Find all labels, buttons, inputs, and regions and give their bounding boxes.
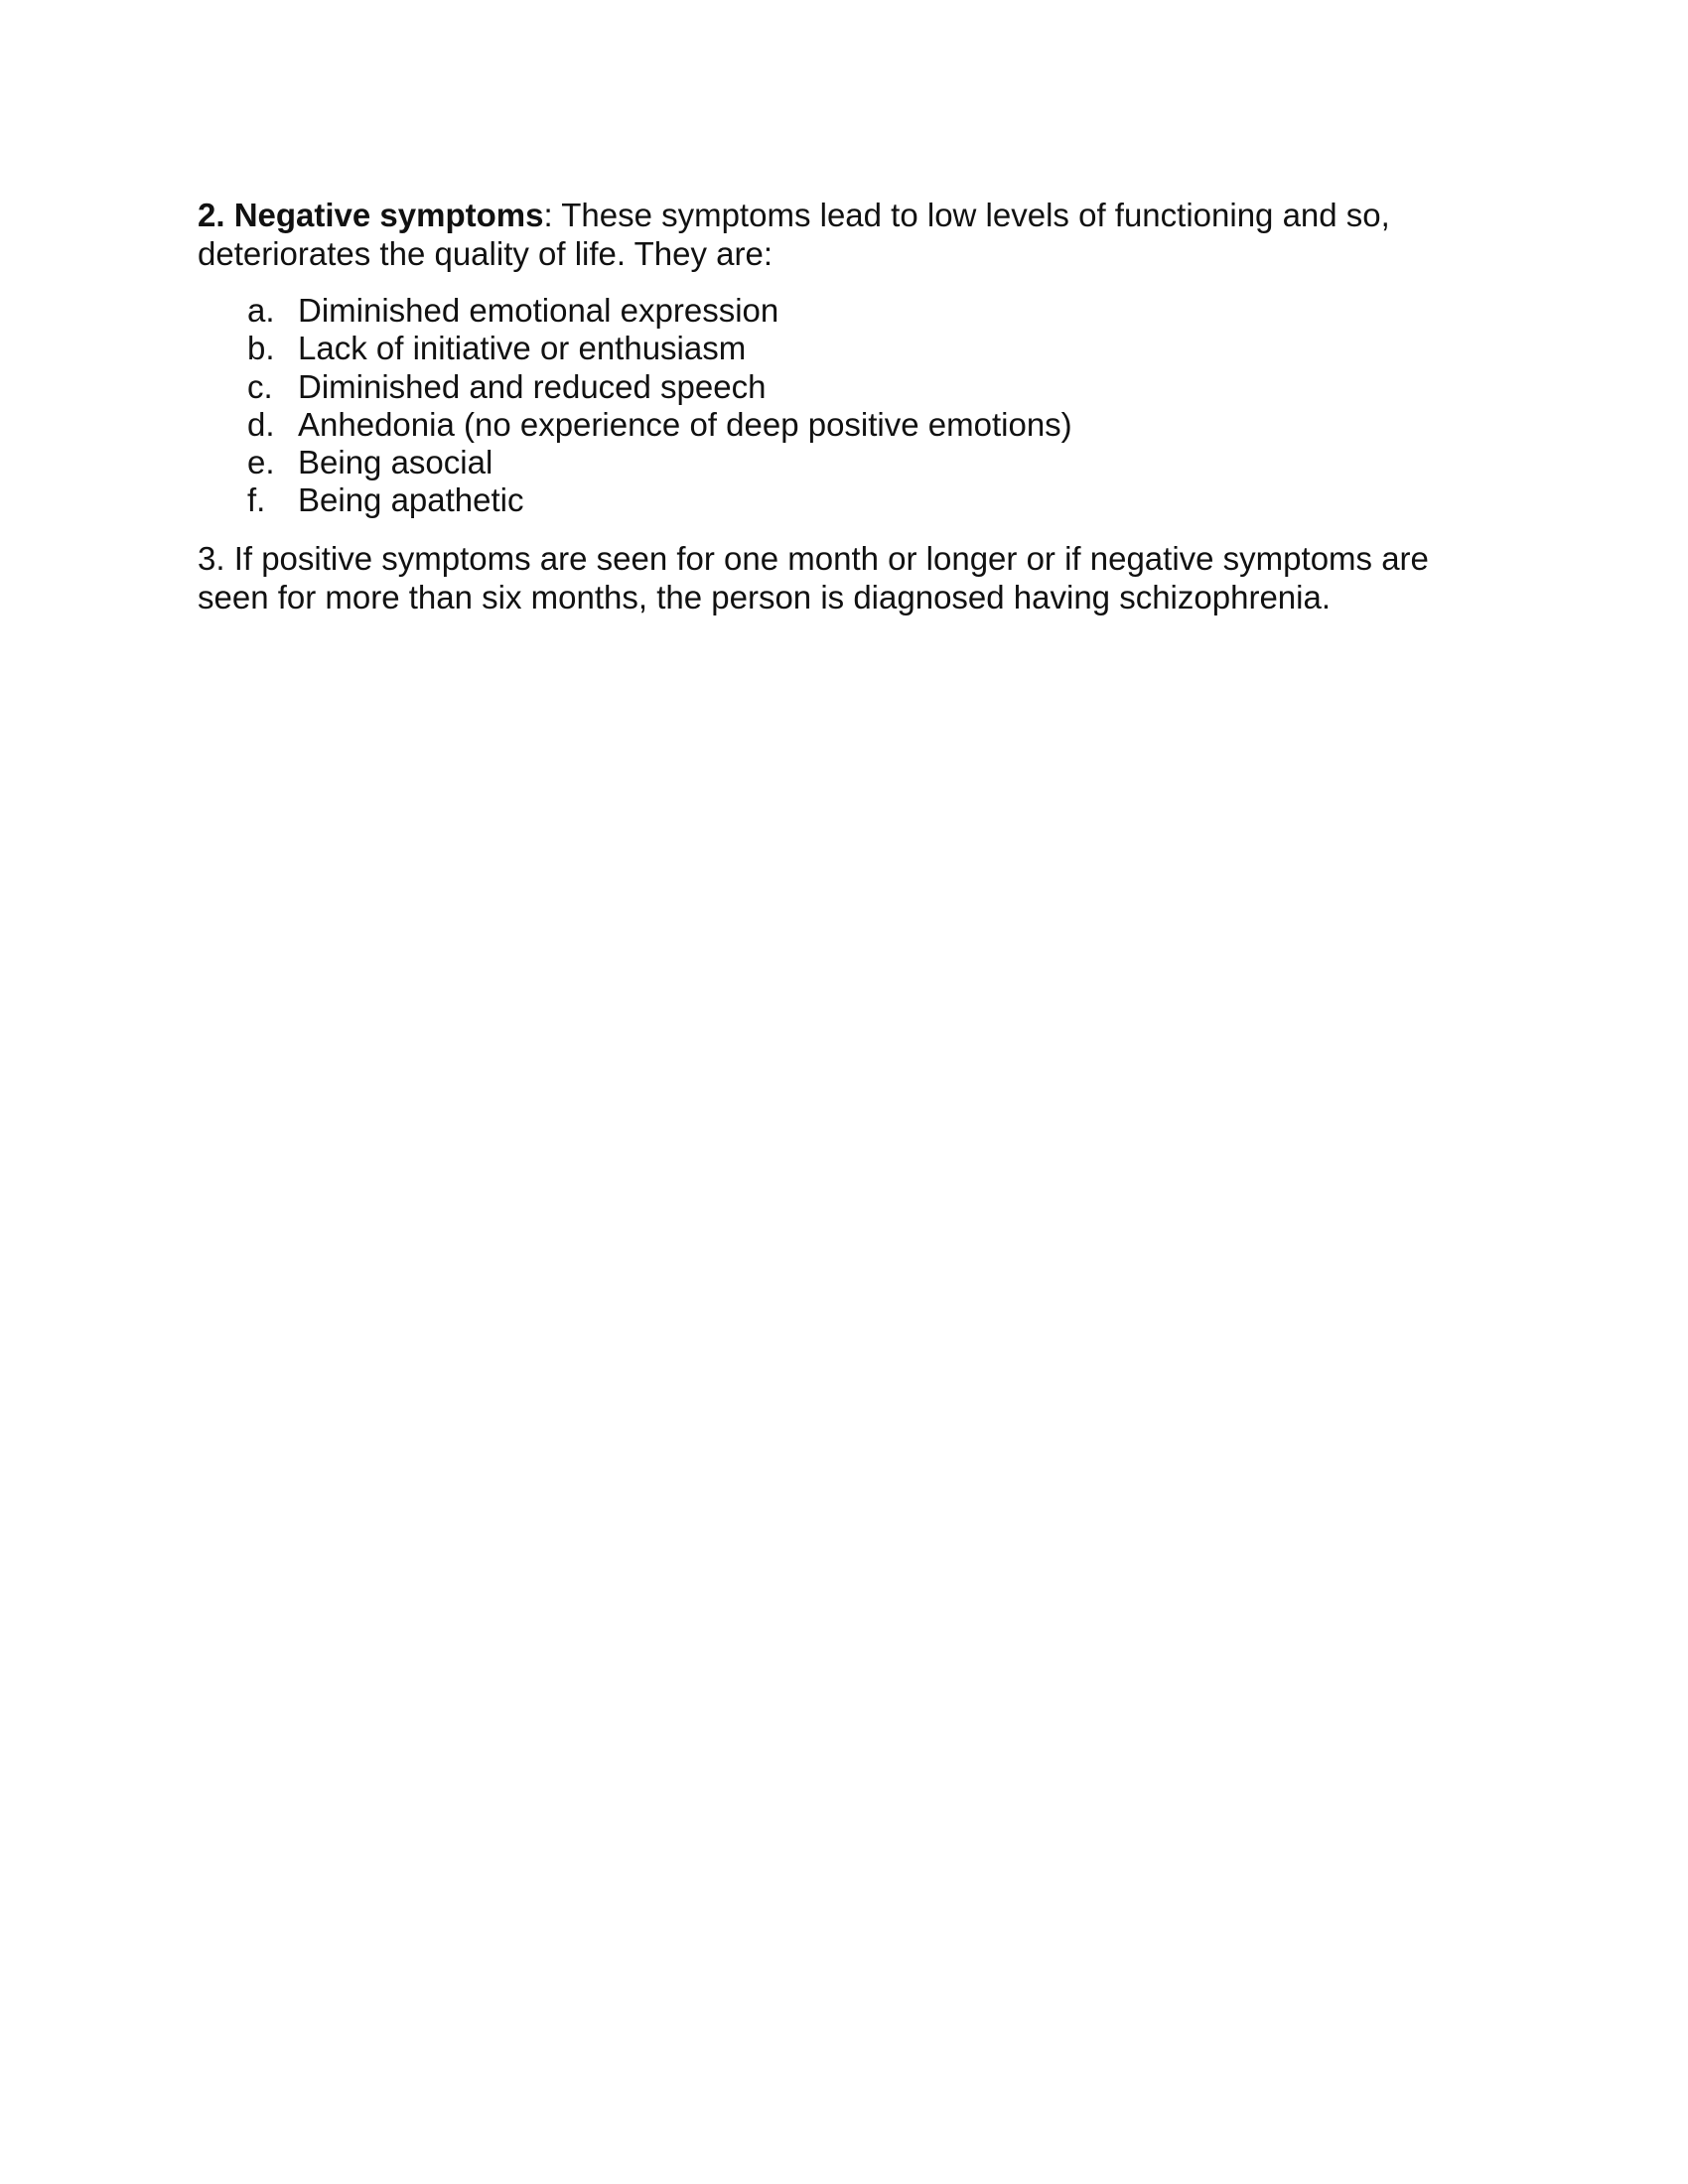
list-item [198, 406, 1488, 444]
list-item-marker: a. [247, 292, 275, 329]
list-item-marker: c. [247, 367, 273, 405]
negative-symptoms-paragraph [198, 196, 1488, 273]
negative-symptoms-heading: 2. Negative symptoms [198, 197, 544, 233]
document-body [198, 196, 1488, 616]
diagnosis-paragraph: 3. If positive symptoms are seen for one month or longer or if negative symptoms are seen for more than six months, the person is diagnosed having schizophrenia. [198, 539, 1429, 615]
list-item-text: Being apathetic [298, 481, 524, 519]
list-item [198, 444, 1488, 481]
list-item-marker: f. [247, 481, 266, 519]
list-item [198, 481, 1488, 519]
list-item-text: Anhedonia (no experience of deep positive emotions) [298, 405, 1072, 443]
list-item-marker: e. [247, 444, 275, 481]
list-item [198, 368, 1488, 406]
list-item-text: Diminished emotional expression [298, 292, 779, 329]
list-item-text: Being asocial [298, 444, 493, 481]
list-item-text: Diminished and reduced speech [298, 367, 767, 405]
negative-symptoms-intro: : These symptoms lead to low levels of functioning and so, deteriorates the quality of life. They are: [198, 197, 1390, 272]
list-item [198, 330, 1488, 367]
list-item [198, 292, 1488, 330]
negative-symptoms-list [198, 292, 1488, 520]
list-item-marker: d. [247, 405, 275, 443]
list-item-text: Lack of initiative or enthusiasm [298, 330, 747, 367]
list-item-marker: b. [247, 330, 275, 367]
